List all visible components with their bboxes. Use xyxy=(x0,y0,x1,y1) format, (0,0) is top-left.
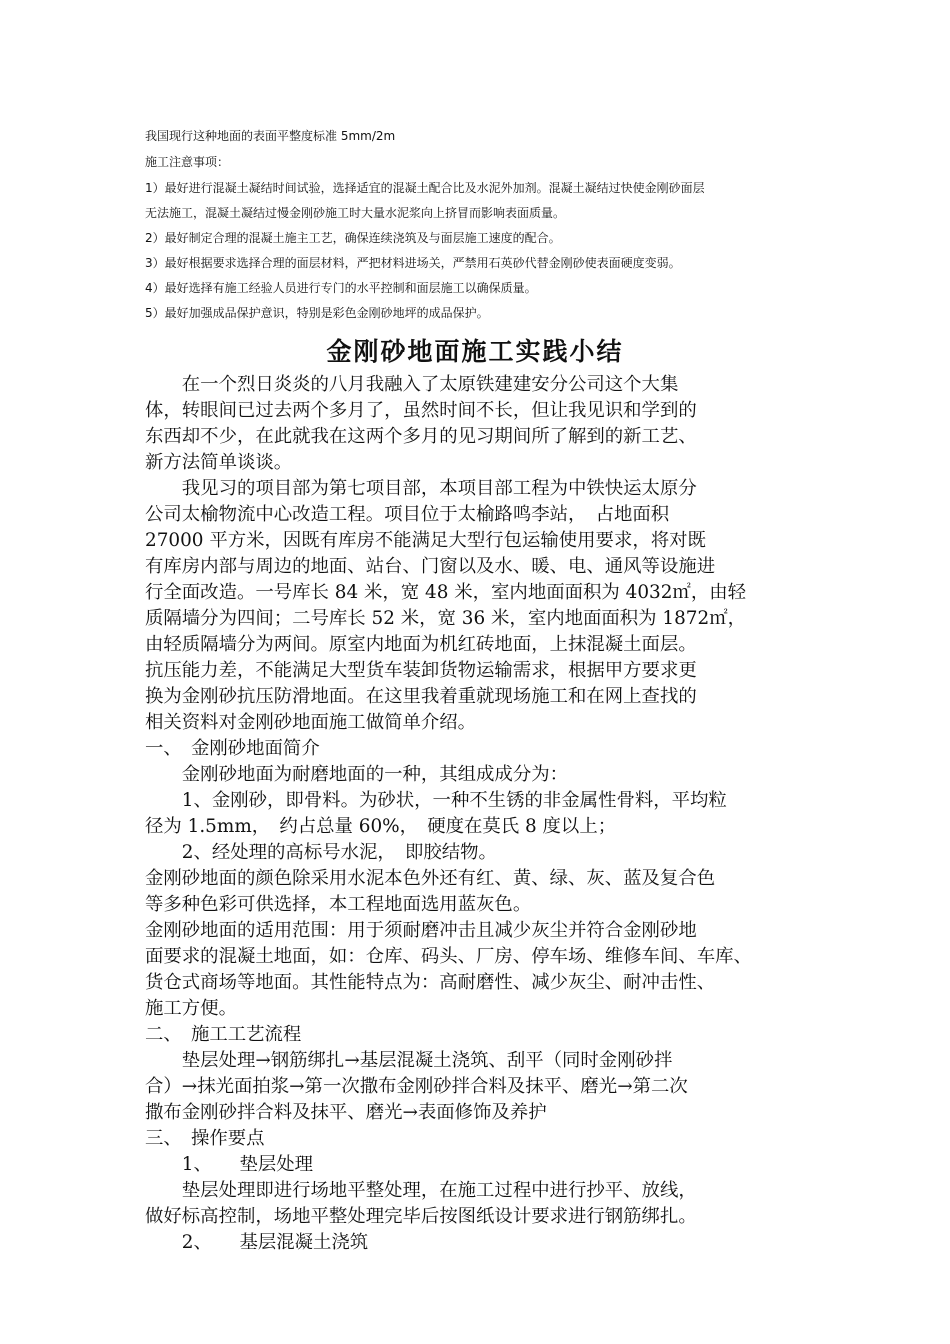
section-heading-3: 三、 操作要点 xyxy=(145,1128,265,1149)
body-line: 垫层处理→钢筋绑扎→基层混凝土浇筑、刮平（同时金刚砂拌 xyxy=(145,1050,673,1071)
section-heading-1: 一、 金刚砂地面简介 xyxy=(145,738,320,759)
body-line: 货仓式商场等地面。其性能特点为：高耐磨性、减少灰尘、耐冲击性、 xyxy=(145,972,716,993)
body-line: 合）→抹光面拍浆→第一次撒布金刚砂拌合料及抹平、磨光→第二次 xyxy=(145,1076,688,1097)
subsection-heading-2: 2、 基层混凝土浇筑 xyxy=(145,1232,369,1253)
body-line: 撒布金刚砂拌合料及抹平、磨光→表面修饰及养护 xyxy=(145,1102,547,1123)
body-line: 等多种色彩可供选择，本工程地面选用蓝灰色。 xyxy=(145,894,532,915)
body-line: 体，转眼间已过去两个多月了，虽然时间不长，但让我见识和学到的 xyxy=(145,400,697,421)
section-heading-2: 二、 施工工艺流程 xyxy=(145,1024,302,1045)
note-item-5: 5）最好加强成品保护意识，特别是彩色金刚砂地坪的成品保护。 xyxy=(145,306,489,320)
body-line: 27000 平方米，因既有库房不能满足大型行包运输使用要求，将对既 xyxy=(145,530,706,551)
body-line: 面要求的混凝土地面，如：仓库、码头、厂房、停车场、维修车间、车库、 xyxy=(145,946,752,967)
body-line: 1、金刚砂，即骨料。为砂状，一种不生锈的非金属性骨料，平均粒 xyxy=(145,790,727,811)
note-item-1-cont: 无法施工，混凝土凝结过慢金刚砂施工时大量水泥浆向上挤冒而影响表面质量。 xyxy=(145,206,566,220)
body-line: 金刚砂地面为耐磨地面的一种，其组成成分为： xyxy=(145,764,568,785)
body-line: 做好标高控制，场地平整处理完毕后按图纸设计要求进行钢筋绑扎。 xyxy=(145,1206,697,1227)
flatness-standard-text: 我国现行这种地面的表面平整度标准 5mm/2m xyxy=(145,129,396,143)
note-item-4: 4）最好选择有施工经验人员进行专门的水平控制和面层施工以确保质量。 xyxy=(145,281,537,295)
note-item-2: 2）最好制定合理的混凝土施主工艺，确保连续浇筑及与面层施工速度的配合。 xyxy=(145,231,561,245)
body-line: 公司太榆物流中心改造工程。项目位于太榆路鸣李站， 占地面积 xyxy=(145,504,670,525)
note-item-3: 3）最好根据要求选择合理的面层材料，严把材料进场关，严禁用石英砂代替金刚砂使表面硬度变弱。 xyxy=(145,256,681,270)
document-title: 金刚砂地面施工实践小结 xyxy=(326,337,624,366)
body-line: 金刚砂地面的适用范围：用于须耐磨冲击且减少灰尘并符合金刚砂地 xyxy=(145,920,697,941)
body-line: 新方法简单谈谈。 xyxy=(145,452,293,473)
body-line: 在一个烈日炎炎的八月我融入了太原铁建建安分公司这个大集 xyxy=(145,374,679,395)
note-item-1: 1）最好进行混凝土凝结时间试验，选择适宜的混凝土配合比及水泥外加剂。混凝土凝结过快使金刚砂面层 xyxy=(145,181,705,195)
body-line: 换为金刚砂抗压防滑地面。在这里我着重就现场施工和在网上查找的 xyxy=(145,686,697,707)
body-line: 行全面改造。一号库长 84 米，宽 48 米，室内地面面积为 4032㎡，由轻 xyxy=(145,582,746,603)
body-line: 由轻质隔墙分为两间。原室内地面为机红砖地面，上抹混凝土面层。 xyxy=(145,634,697,655)
body-line: 有库房内部与周边的地面、站台、门窗以及水、暖、电、通风等设施进 xyxy=(145,556,716,577)
body-line: 径为 1.5mm， 约占总量 60%， 硬度在莫氏 8 度以上； xyxy=(145,816,617,837)
body-line: 2、经处理的高标号水泥， 即胶结物。 xyxy=(145,842,497,863)
subsection-heading-1: 1、 垫层处理 xyxy=(145,1154,314,1175)
body-line: 垫层处理即进行场地平整处理，在施工过程中进行抄平、放线， xyxy=(145,1180,697,1201)
body-line: 东西却不少，在此就我在这两个多月的见习期间所了解到的新工艺、 xyxy=(145,426,697,447)
body-line: 抗压能力差，不能满足大型货车装卸货物运输需求，根据甲方要求更 xyxy=(145,660,697,681)
notes-heading: 施工注意事项： xyxy=(145,155,230,169)
body-line: 我见习的项目部为第七项目部，本项目部工程为中铁快运太原分 xyxy=(145,478,697,499)
body-line: 金刚砂地面的颜色除采用水泥本色外还有红、黄、绿、灰、蓝及复合色 xyxy=(145,868,716,889)
body-line: 相关资料对金刚砂地面施工做简单介绍。 xyxy=(145,712,477,733)
body-line: 质隔墙分为四间；二号库长 52 米，宽 36 米，室内地面面积为 1872㎡， xyxy=(145,608,746,629)
body-line: 施工方便。 xyxy=(145,998,237,1019)
